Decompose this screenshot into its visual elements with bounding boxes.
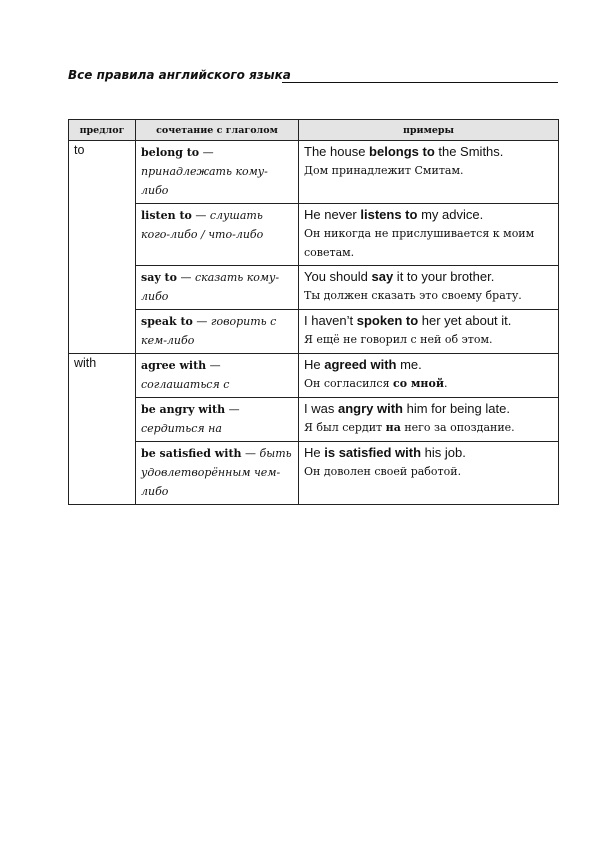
dash: — [225, 403, 240, 416]
verb-phrase: belong to [141, 146, 200, 159]
example-text: me. [396, 357, 422, 372]
example-highlight: angry with [337, 401, 403, 416]
example-cell [299, 141, 559, 204]
example-cell [299, 204, 559, 266]
verb-translation: сердиться на [141, 422, 222, 435]
example-russian [304, 374, 553, 393]
combination-cell [136, 442, 299, 505]
column-header-combination: сочетание с глаголом [136, 120, 299, 141]
example-russian [304, 418, 553, 437]
verb-phrase: be angry with [141, 403, 226, 416]
table-row [69, 266, 559, 310]
example-english [304, 444, 553, 462]
example-highlight: spoken to [356, 313, 419, 328]
verb-phrase: agree with [141, 359, 207, 372]
verb-translation: слушать кого-либо / что-либо [141, 209, 264, 241]
example-english [304, 312, 553, 330]
verb-phrase: say to [141, 271, 177, 284]
table-row [69, 442, 559, 505]
example-highlight: belongs to [369, 144, 435, 159]
example-highlight: listens to [360, 207, 418, 222]
example-russian [304, 224, 553, 262]
example-russian [304, 286, 553, 305]
dash: — [176, 271, 195, 284]
prepositions-table [68, 119, 559, 505]
combination-cell [136, 354, 299, 398]
example-text: He never [304, 207, 361, 222]
example-text: his job. [421, 445, 466, 460]
column-header-preposition: предлог [69, 120, 136, 141]
dash: — [191, 209, 210, 222]
combination-cell [136, 266, 299, 310]
example-russian [304, 161, 553, 180]
example-text: the Smiths. [434, 144, 504, 159]
table-row [69, 310, 559, 354]
example-english [304, 268, 553, 286]
example-cell [299, 398, 559, 442]
verb-translation: говорить с кем-либо [141, 315, 277, 347]
example-highlight: со мной [393, 377, 444, 390]
example-cell [299, 354, 559, 398]
dash: — [206, 359, 221, 372]
example-english [304, 143, 553, 161]
book-title: Все правила английского языка [68, 68, 291, 82]
example-text: Ты должен сказать это своему брату. [304, 289, 522, 302]
example-highlight: agreed with [324, 357, 397, 372]
dash: — [192, 315, 211, 328]
example-text: He [304, 357, 325, 372]
example-text: . [443, 377, 448, 390]
verb-translation: быть удовлетворённым чем-либо [141, 447, 292, 498]
example-text: my advice. [417, 207, 484, 222]
example-text: него за опоздание. [400, 421, 515, 434]
example-english [304, 400, 553, 418]
example-english [304, 356, 553, 374]
combination-cell [136, 310, 299, 354]
example-highlight: на [385, 421, 401, 434]
example-text: I haven’t [304, 313, 357, 328]
dash: — [199, 146, 214, 159]
example-text: Он согласился [304, 377, 394, 390]
example-text: I was [304, 401, 338, 416]
header-rule [282, 82, 558, 83]
example-text: Он доволен своей работой. [304, 465, 462, 478]
combination-cell [136, 141, 299, 204]
example-highlight: say [371, 269, 394, 284]
table-header-row [69, 120, 559, 141]
example-text: her yet about it. [418, 313, 512, 328]
example-cell [299, 310, 559, 354]
table-row [69, 398, 559, 442]
example-russian [304, 330, 553, 349]
preposition-cell: with [69, 354, 136, 505]
example-text: The house [304, 144, 370, 159]
example-text: Он никогда не прислушивается к моим советам. [304, 227, 535, 259]
table-row [69, 354, 559, 398]
verb-phrase: listen to [141, 209, 192, 222]
example-text: Я был сердит [304, 421, 386, 434]
verb-phrase: speak to [141, 315, 193, 328]
running-header [68, 68, 558, 90]
example-text: You should [304, 269, 372, 284]
example-highlight: is satisfied with [324, 445, 422, 460]
verb-translation: соглашаться с [141, 378, 230, 391]
combination-cell [136, 398, 299, 442]
example-cell [299, 442, 559, 505]
example-text: He [304, 445, 325, 460]
example-text: him for being late. [402, 401, 510, 416]
verb-translation: принадлежать кому-либо [141, 165, 268, 197]
table-row [69, 141, 559, 204]
column-header-examples: примеры [299, 120, 559, 141]
example-english [304, 206, 553, 224]
preposition-cell: to [69, 141, 136, 354]
example-russian [304, 462, 553, 481]
example-text: it to your brother. [393, 269, 495, 284]
verb-translation: сказать кому-либо [141, 271, 280, 303]
example-text: Я ещё не говорил с ней об этом. [304, 333, 493, 346]
table-row [69, 204, 559, 266]
example-cell [299, 266, 559, 310]
verb-phrase: be satisfied with [141, 447, 242, 460]
dash: — [241, 447, 260, 460]
example-text: Дом принадлежит Смитам. [304, 164, 464, 177]
combination-cell [136, 204, 299, 266]
